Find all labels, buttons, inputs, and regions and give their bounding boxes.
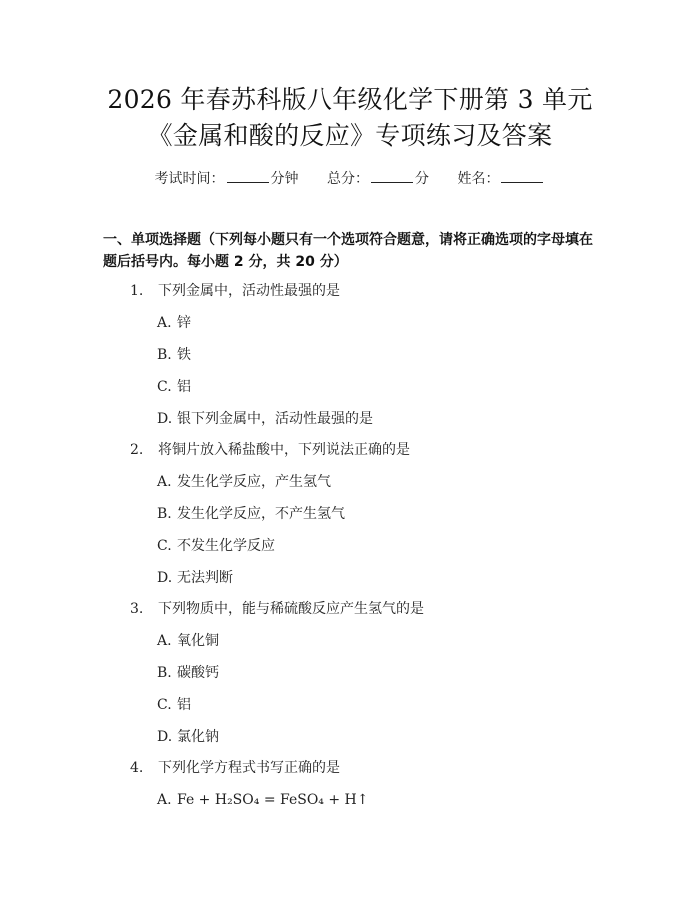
option-text: 氯化钠 [177,729,219,745]
option-letter: B. [157,506,172,522]
exam-time-unit: 分钟 [270,171,299,187]
option-text: 铝 [177,379,191,395]
option-3-c [157,696,191,714]
option-letter: D. [157,411,173,427]
question-4 [130,759,340,777]
option-text: 不发生化学反应 [177,538,275,554]
option-1-c [157,378,191,396]
section-heading: 一、单项选择题（下列每小题只有一个选项符合题意，请将正确选项的字母填在题后括号内。每小题 2 分，共 20 分） [103,232,593,270]
option-letter: C. [157,697,172,713]
option-2-d [157,569,233,587]
option-3-d [157,728,219,746]
option-letter: A. [157,633,172,649]
option-3-a [157,632,219,650]
option-3-b [157,664,219,682]
option-text: 无法判断 [177,570,233,586]
question-number: 3. [130,601,144,617]
option-letter: B. [157,347,172,363]
student-name-field [457,168,545,188]
question-2 [130,441,410,459]
question-text: 将铜片放入稀盐酸中，下列说法正确的是 [158,442,410,458]
question-number: 2. [130,442,144,458]
option-letter: D. [157,570,173,586]
total-score-field [327,168,429,188]
option-letter: B. [157,665,172,681]
page-title-line-1: 2026 年春苏科版八年级化学下册第 3 单元 [107,85,593,114]
option-1-a [157,314,191,332]
student-name-blank [501,170,543,183]
option-text: Fe + H₂SO₄ = FeSO₄ + H↑ [177,792,369,808]
option-letter: C. [157,538,172,554]
option-text: 碳酸钙 [177,665,219,681]
question-text: 下列化学方程式书写正确的是 [158,760,340,776]
page-title-line-2: 《金属和酸的反应》专项练习及答案 [147,121,553,150]
option-letter: A. [157,474,172,490]
option-letter: D. [157,729,173,745]
exam-time-blank [227,170,269,183]
option-2-b [157,505,345,523]
option-letter: A. [157,792,172,808]
exam-meta [0,168,700,188]
option-text: 氧化铜 [177,633,219,649]
exam-time-field [155,168,299,188]
exam-time-label: 考试时间： [154,171,225,187]
option-text: 发生化学反应，不产生氢气 [177,506,345,522]
option-2-c [157,537,275,555]
option-letter: A. [157,315,172,331]
option-text: 铁 [177,347,191,363]
option-1-d [157,410,373,428]
option-text: 发生化学反应，产生氢气 [177,474,331,490]
option-text: 银下列金属中，活动性最强的是 [177,411,373,427]
question-number: 4. [130,760,144,776]
question-number: 1. [130,283,144,299]
total-score-blank [371,170,413,183]
question-text: 下列物质中，能与稀硫酸反应产生氢气的是 [158,601,424,617]
student-name-label: 姓名： [457,171,500,187]
question-1 [130,282,340,300]
total-score-label: 总分： [327,171,369,187]
total-score-unit: 分 [415,171,429,187]
option-4-a [157,791,368,809]
option-letter: C. [157,379,172,395]
option-text: 锌 [177,315,191,331]
option-2-a [157,473,331,491]
question-text: 下列金属中，活动性最强的是 [158,283,340,299]
option-1-b [157,346,191,364]
question-3 [130,600,424,618]
option-text: 铝 [177,697,191,713]
